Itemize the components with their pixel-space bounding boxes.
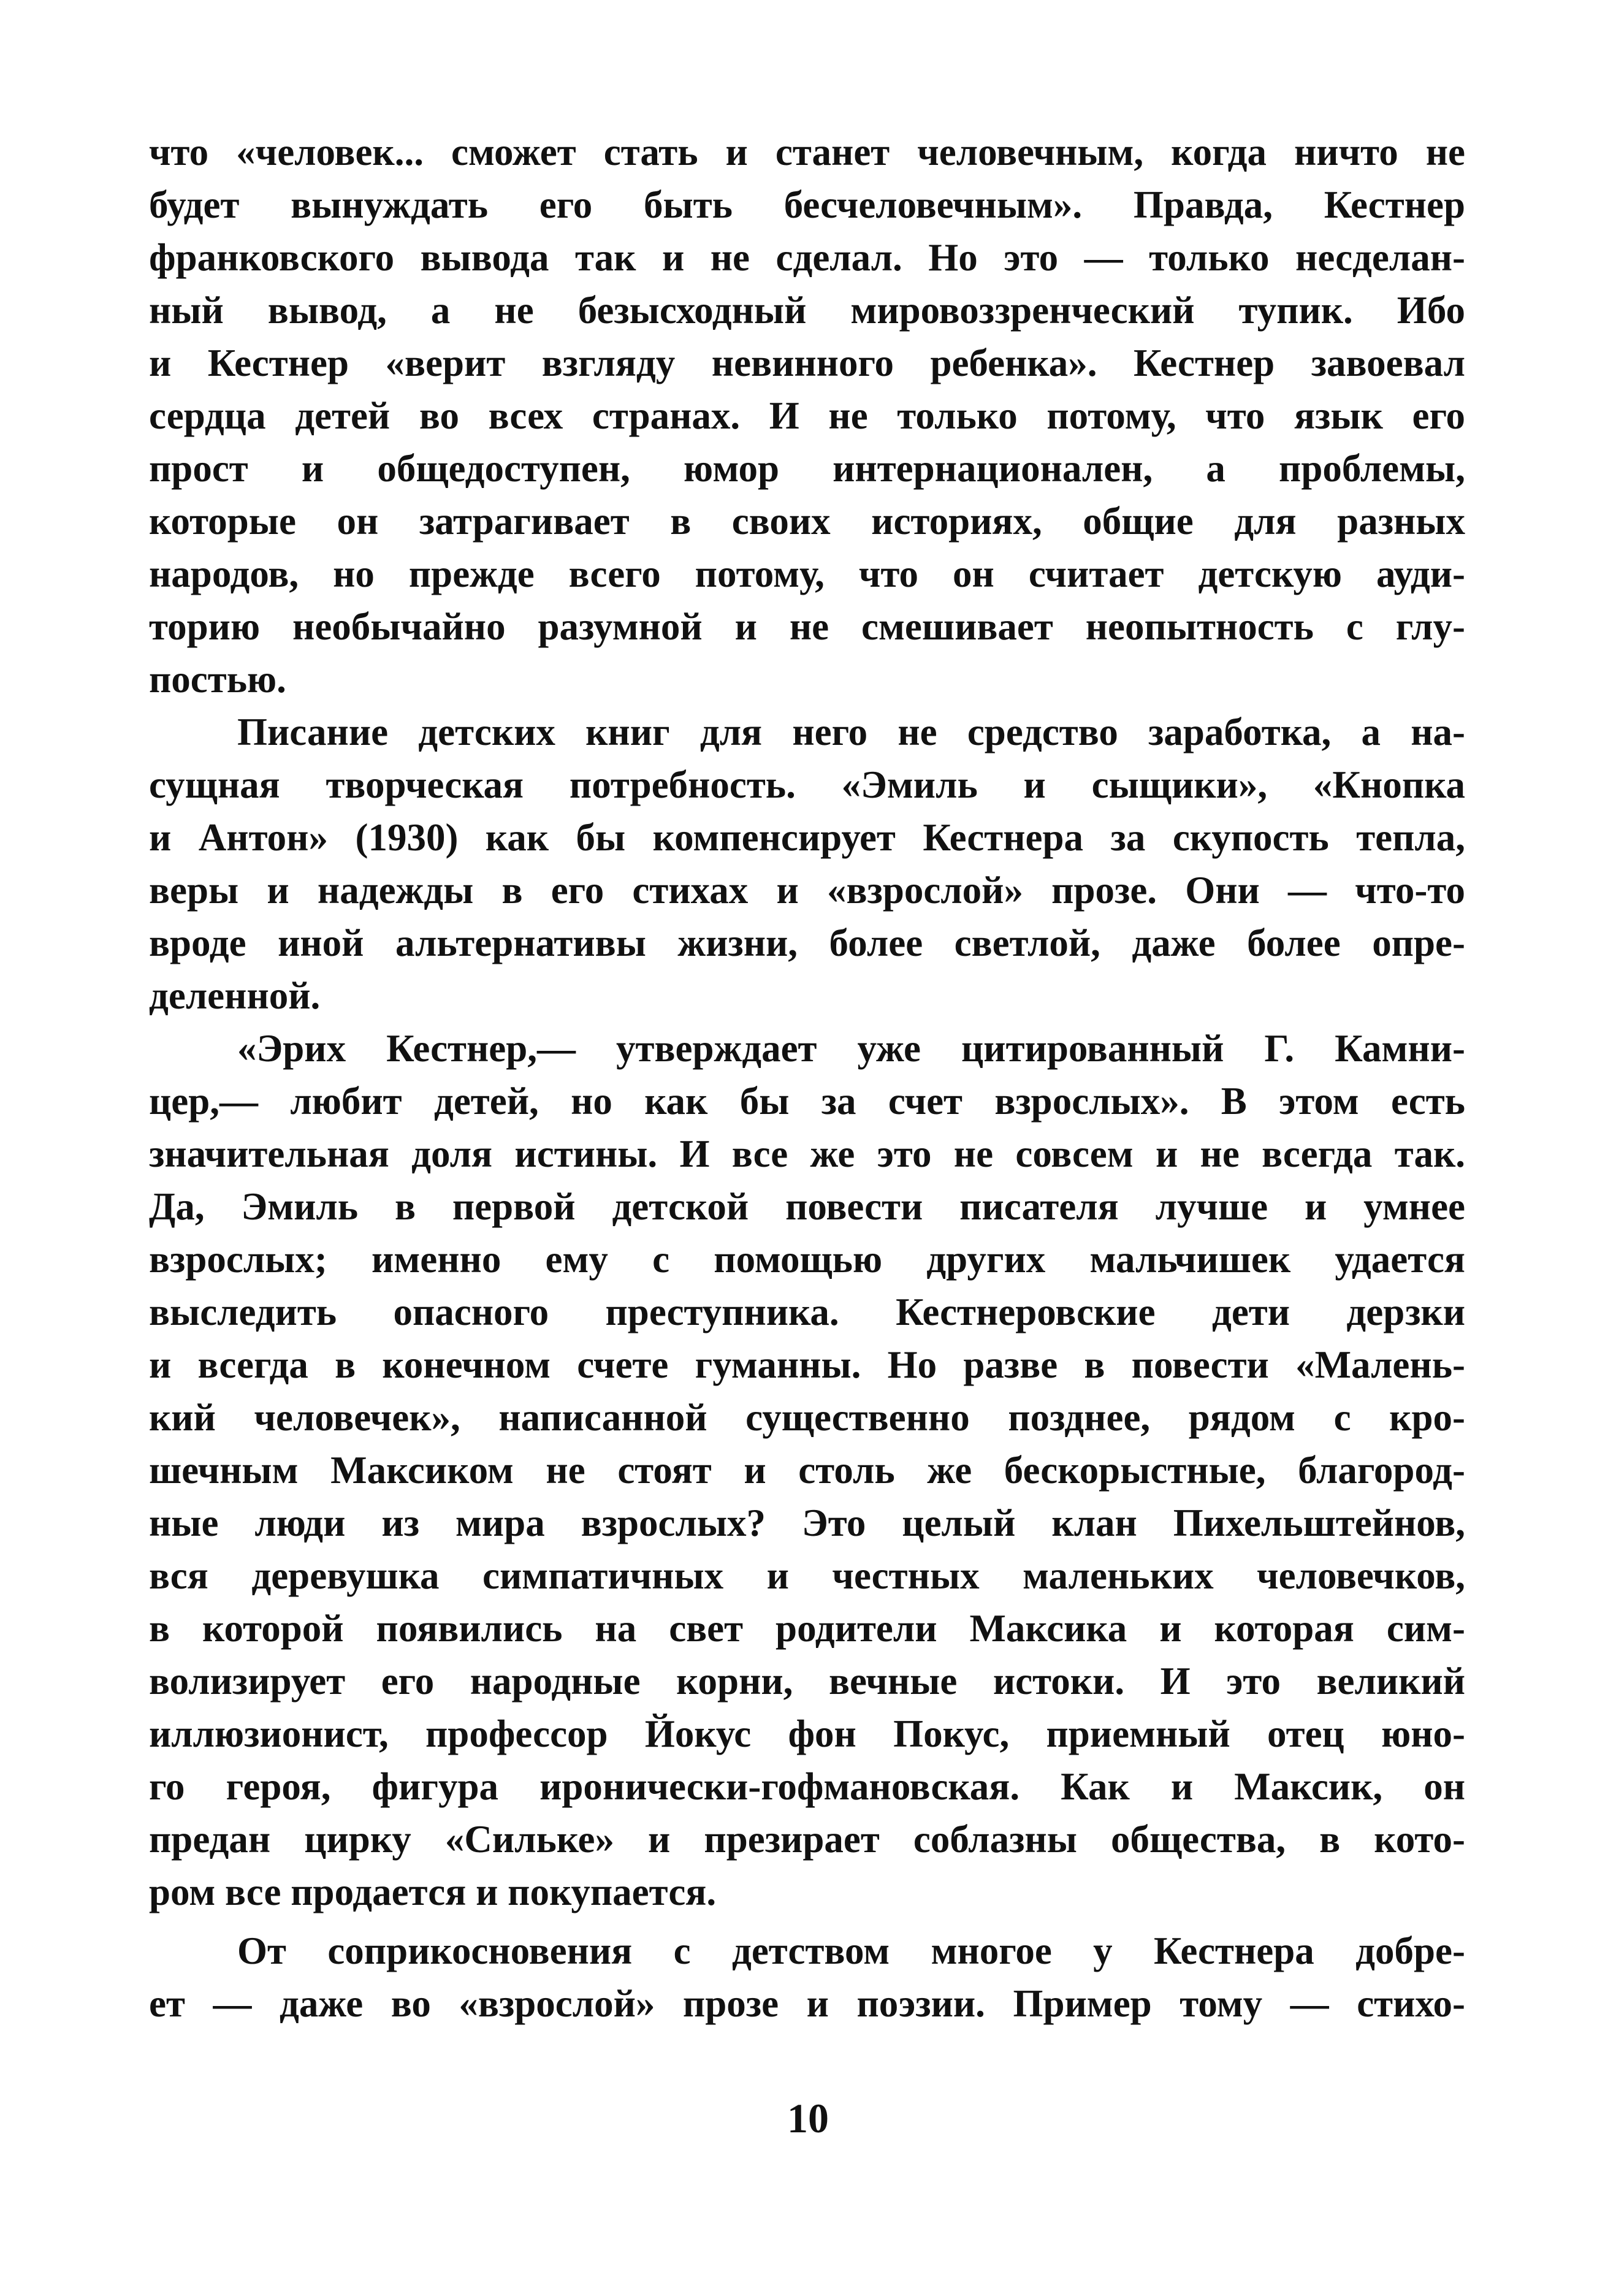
text-line: Писание детских книг для него не средство заработка, а на- — [237, 711, 1465, 753]
text-line: вся деревушка симпатичных и честных маленьких человечков, — [149, 1554, 1465, 1597]
text-line: прост и общедоступен, юмор интернационален, а проблемы, — [149, 447, 1465, 490]
text-line: Да, Эмиль в первой детской повести писателя лучше и умнее — [149, 1185, 1465, 1228]
text-line: шечным Максиком не стоят и столь же бескорыстные, благород- — [149, 1449, 1465, 1492]
text-line: предан цирку «Сильке» и презирает соблазны общества, в кото- — [149, 1818, 1465, 1861]
text-line: торию необычайно разумной и не смешивает неопытность с глу- — [149, 605, 1465, 648]
text-line: кий человечек», написанной существенно позднее, рядом с кро- — [149, 1396, 1465, 1439]
text-line: ные люди из мира взрослых? Это целый клан Пихельштейнов, — [149, 1501, 1465, 1544]
text-line: что «человек... сможет стать и станет человечным, когда ничто не — [149, 131, 1465, 174]
text-line: франковского вывода так и не сделал. Но это — только несделан- — [149, 236, 1465, 279]
text-line: иллюзионист, профессор Йокус фон Покус, приемный отец юно- — [149, 1712, 1465, 1755]
text-line: ет — даже во «взрослой» прозе и поэзии. Пример тому — стихо- — [149, 1982, 1465, 2025]
text-line: веры и надежды в его стихах и «взрослой» прозе. Они — что-то — [149, 869, 1465, 912]
text-line: постью. — [149, 658, 286, 701]
text-line: взрослых; именно ему с помощью других мальчишек удается — [149, 1238, 1465, 1281]
page-number: 10 — [787, 2095, 829, 2142]
text-line: выследить опасного преступника. Кестнеровские дети дерзки — [149, 1291, 1465, 1333]
text-line: волизирует его народные корни, вечные истоки. И это великий — [149, 1660, 1465, 1703]
text-line: ный вывод, а не безысходный мировоззренческий тупик. Ибо — [149, 289, 1465, 332]
text-line: вроде иной альтернативы жизни, более светлой, даже более опре- — [149, 921, 1465, 964]
text-line: деленной. — [149, 974, 321, 1017]
text-line: цер,— любит детей, но как бы за счет взрослых». В этом есть — [149, 1080, 1465, 1123]
text-line: сущная творческая потребность. «Эмиль и сыщики», «Кнопка — [149, 763, 1465, 806]
text-line: значительная доля истины. И все же это не совсем и не всегда так. — [149, 1132, 1465, 1175]
text-line: и Кестнер «верит взгляду невинного ребенка». Кестнер завоевал — [149, 341, 1465, 384]
text-line: го героя, фигура иронически-гофмановская. Как и Максик, он — [149, 1765, 1465, 1808]
text-line: ром все продается и покупается. — [149, 1871, 717, 1913]
text-line: которые он затрагивает в своих историях, общие для разных — [149, 500, 1465, 543]
text-line: и Антон» (1930) как бы компенсирует Кестнера за скупость тепла, — [149, 816, 1465, 859]
text-line: От соприкосновения с детством многое у Кестнера добре- — [237, 1929, 1465, 1972]
text-line: сердца детей во всех странах. И не только потому, что язык его — [149, 394, 1465, 437]
text-line: и всегда в конечном счете гуманны. Но разве в повести «Малень- — [149, 1343, 1465, 1386]
text-line: «Эрих Кестнер,— утверждает уже цитированный Г. Камни- — [237, 1027, 1465, 1070]
text-line: в которой появились на свет родители Максика и которая сим- — [149, 1607, 1465, 1650]
text-line: будет вынуждать его быть бесчеловечным». Правда, Кестнер — [149, 183, 1465, 226]
text-line: народов, но прежде всего потому, что он считает детскую ауди- — [149, 552, 1465, 595]
